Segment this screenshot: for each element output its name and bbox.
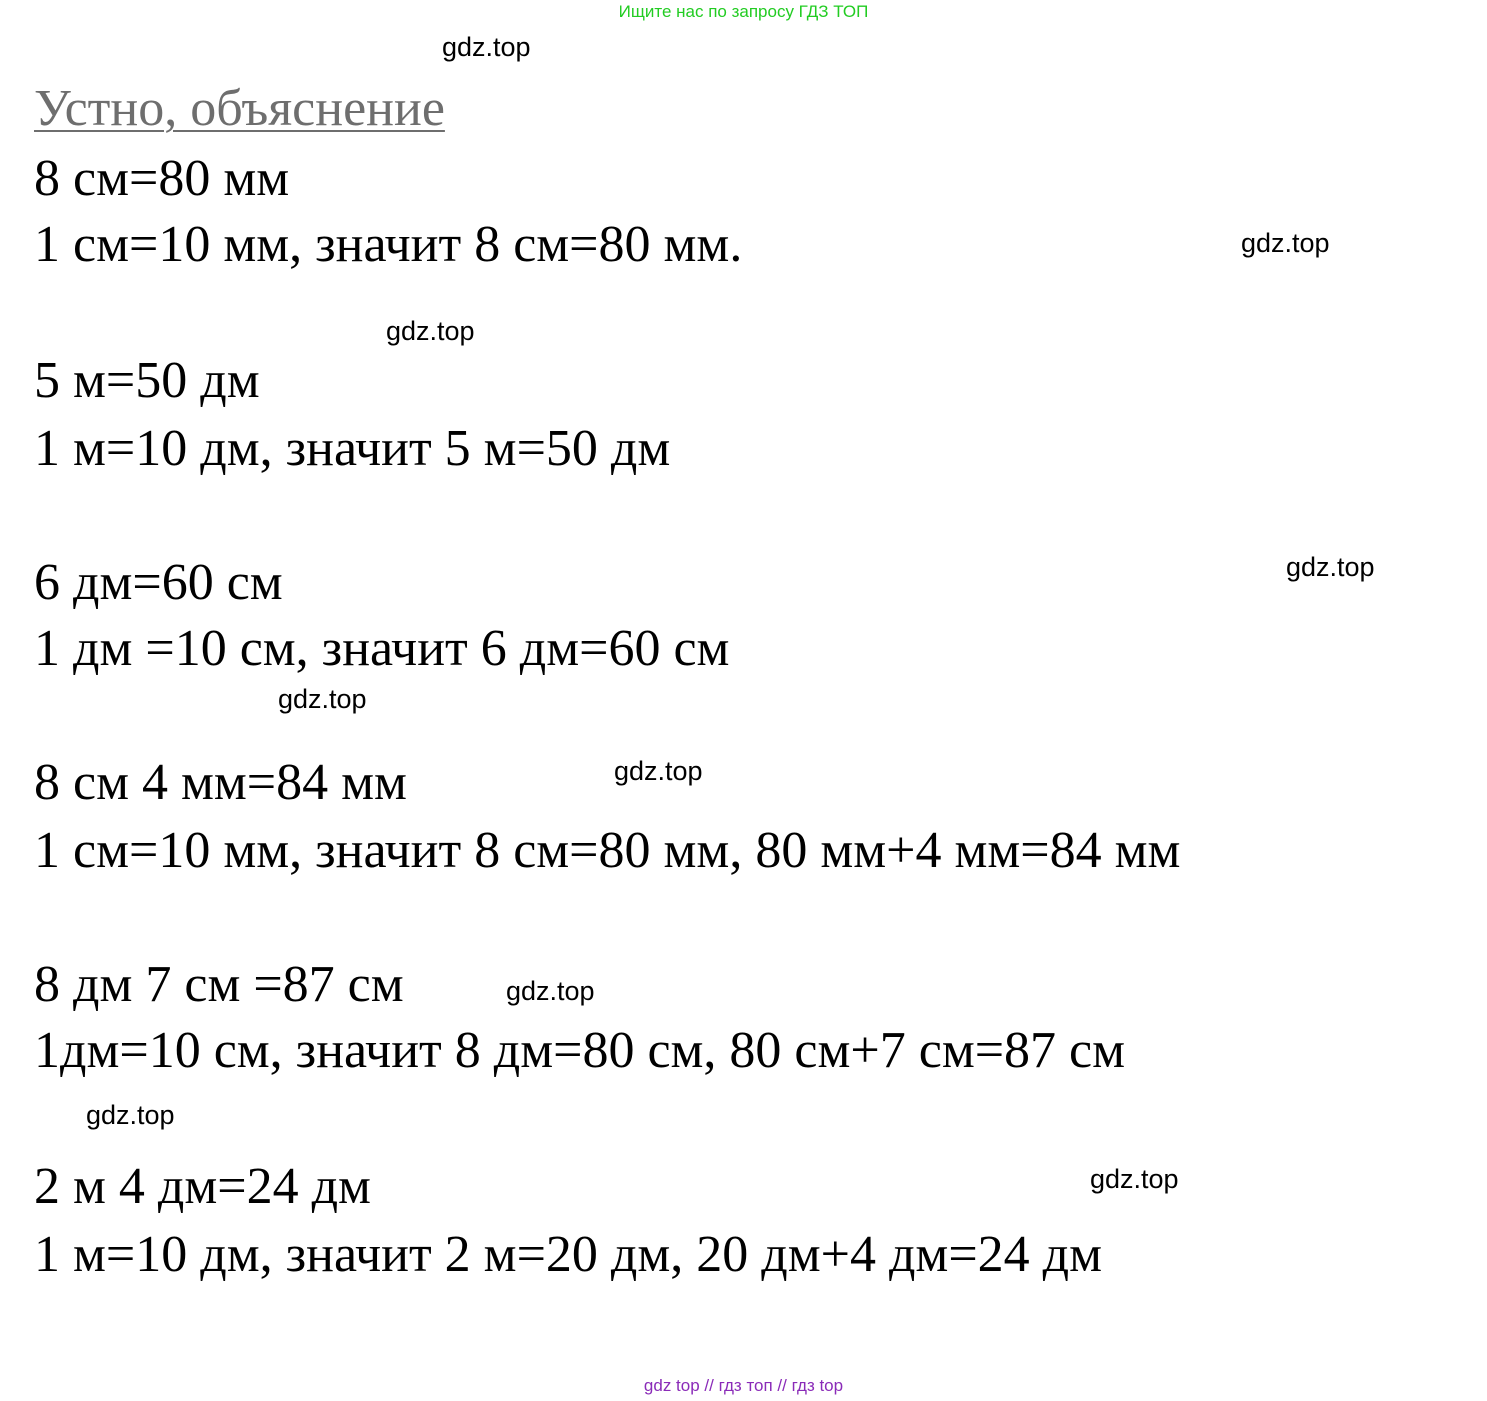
block-4-result: 8 см 4 мм=84 мм: [34, 754, 407, 811]
watermark: gdz.top: [442, 32, 531, 62]
watermark: gdz.top: [614, 756, 703, 786]
block-1-result: 8 см=80 мм: [34, 150, 290, 207]
watermark: gdz.top: [386, 316, 475, 346]
footer-links: gdz top // гдз топ // гдз top: [643, 1376, 844, 1395]
block-6-explanation: 1 м=10 дм, значит 2 м=20 дм, 20 дм+4 дм=24 дм: [34, 1226, 1103, 1283]
watermark: gdz.top: [506, 976, 595, 1006]
top-banner: Ищите нас по запросу ГДЗ ТОП: [618, 2, 869, 21]
block-1-explanation: 1 см=10 мм, значит 8 см=80 мм.: [34, 216, 743, 273]
watermark: gdz.top: [278, 684, 367, 714]
watermark: gdz.top: [86, 1100, 175, 1130]
block-2-result: 5 м=50 дм: [34, 352, 260, 409]
block-2-explanation: 1 м=10 дм, значит 5 м=50 дм: [34, 420, 671, 477]
block-5-explanation: 1дм=10 см, значит 8 дм=80 см, 80 см+7 см=87 см: [34, 1022, 1126, 1079]
watermark: gdz.top: [1241, 228, 1330, 258]
watermark: gdz.top: [1090, 1164, 1179, 1194]
block-5-result: 8 дм 7 см =87 см: [34, 956, 404, 1013]
block-4-explanation: 1 см=10 мм, значит 8 см=80 мм, 80 мм+4 мм=84 мм: [34, 822, 1181, 879]
watermark: gdz.top: [1286, 552, 1375, 582]
block-3-result: 6 дм=60 см: [34, 554, 283, 611]
block-6-result: 2 м 4 дм=24 дм: [34, 1158, 371, 1215]
heading: Устно, объяснение: [34, 80, 445, 137]
block-3-explanation: 1 дм =10 см, значит 6 дм=60 см: [34, 620, 730, 677]
